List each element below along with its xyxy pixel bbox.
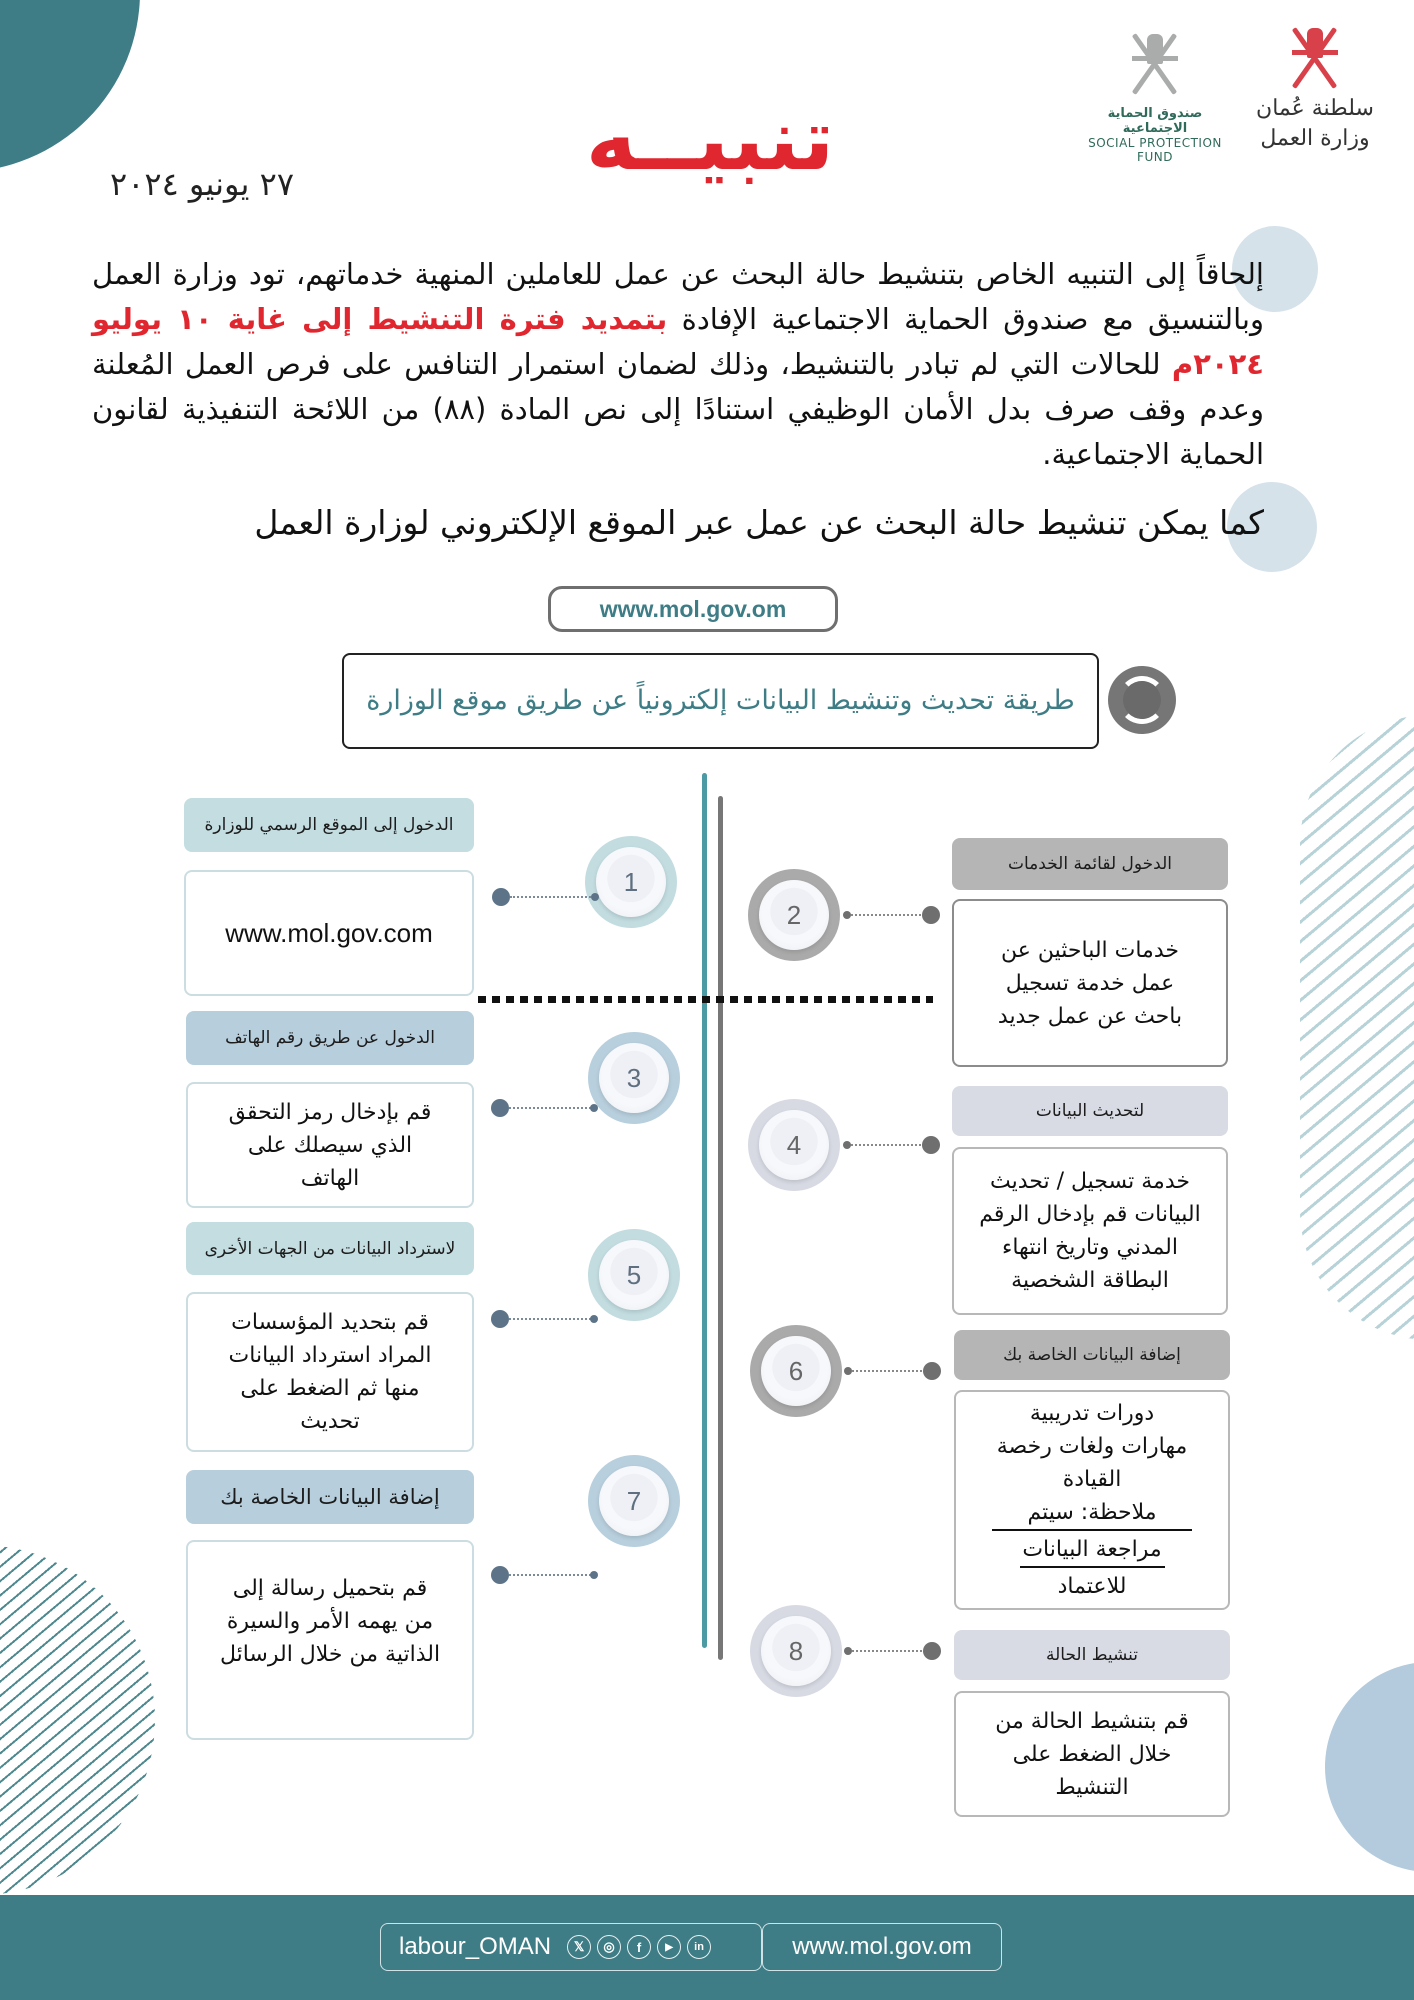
step-8-text-line: قم بتنشيط الحالة من bbox=[995, 1708, 1189, 1734]
decorative-blue-circle bbox=[1325, 1662, 1414, 1872]
timeline-line-gray bbox=[718, 796, 723, 1660]
step-1-card bbox=[184, 870, 474, 996]
step-4-text-line: البيانات قم بإدخال الرقم bbox=[979, 1202, 1201, 1227]
ministry-name-line1: سلطنة عُمان bbox=[1256, 96, 1374, 121]
step-3-text-line: الهاتف bbox=[300, 1165, 360, 1191]
connector-knob bbox=[843, 1141, 851, 1149]
step-2-text-line: باحث عن عمل جديد bbox=[997, 1003, 1183, 1029]
step-8-text-line: خلال الضغط على bbox=[1012, 1741, 1172, 1767]
connector-line bbox=[851, 914, 925, 916]
step-3-text-line: الذي سيصلك على bbox=[247, 1132, 413, 1158]
step-6-circle bbox=[750, 1325, 842, 1417]
connector-knob bbox=[923, 1362, 941, 1380]
dashed-divider bbox=[478, 996, 933, 1003]
step-6-text-line: مهارات ولغات رخصة bbox=[996, 1434, 1188, 1459]
oman-emblem-icon bbox=[1120, 28, 1190, 98]
social-handle-box bbox=[380, 1923, 762, 1971]
social-handle[interactable]: labour_OMAN bbox=[399, 1933, 552, 1960]
step-1-text: www.mol.gov.com bbox=[225, 917, 433, 948]
connector-line bbox=[851, 1144, 925, 1146]
step-3-label: الدخول عن طريق رقم الهاتف bbox=[186, 1011, 474, 1065]
step-8-number: 8 bbox=[761, 1616, 831, 1686]
online-activation-note: كما يمكن تنشيط حالة البحث عن عمل عبر الموقع الإلكتروني لوزارة العمل bbox=[254, 503, 1264, 542]
step-6-text-line: دورات تدريبية bbox=[1029, 1401, 1155, 1426]
step-2-text-line: خدمات الباحثين عن bbox=[1001, 937, 1179, 963]
connector-knob bbox=[591, 893, 599, 901]
social-protection-fund-logo bbox=[1075, 28, 1235, 164]
step-5-text-line: قم بتحديد المؤسسات bbox=[231, 1310, 429, 1335]
step-6-text-line: القيادة bbox=[1062, 1467, 1122, 1492]
extension-highlight: بتمديد فترة التنشيط إلى غاية ١٠ يوليو ٢٠٢٤م bbox=[92, 302, 1264, 381]
connector-line bbox=[509, 1318, 595, 1320]
step-6-note-line: للاعتماد bbox=[1020, 1566, 1165, 1603]
connector-knob bbox=[492, 888, 510, 906]
step-2-text-line: عمل خدمة تسجيل bbox=[1005, 970, 1175, 996]
linkedin-icon[interactable]: in bbox=[687, 1935, 711, 1959]
connector-knob bbox=[491, 1566, 509, 1584]
oman-emblem-icon bbox=[1280, 22, 1350, 92]
paragraph-text: للحالات التي لم تبادر بالتنشيط، وذلك لضمان استمرار التنافس على فرص العمل المُعلنة وعدم وقف صرف بدل الأمان الوظيفي استنادًا إلى نص المادة (٨٨) من اللائحة التنفيذية لقانون الحماية الاجتماعية. bbox=[92, 347, 1264, 471]
step-5-number: 5 bbox=[599, 1240, 669, 1310]
connector-knob bbox=[590, 1571, 598, 1579]
spf-name-ar: صندوق الحماية الاجتماعية bbox=[1107, 106, 1203, 136]
step-6-note-line: ملاحظة: سيتم bbox=[1027, 1500, 1157, 1525]
step-5-label: لاسترداد البيانات من الجهات الأخرى bbox=[186, 1222, 474, 1275]
step-1-circle bbox=[585, 836, 677, 928]
step-1-label: الدخول إلى الموقع الرسمي للوزارة bbox=[184, 798, 474, 852]
step-3-card bbox=[186, 1082, 474, 1208]
step-3-number: 3 bbox=[599, 1043, 669, 1113]
step-7-text-line: من يهمه الأمر والسيرة bbox=[226, 1609, 434, 1634]
step-7-text-line: قم بتحميل رسالة إلى bbox=[232, 1576, 428, 1601]
connector-knob bbox=[590, 1104, 598, 1112]
step-2-card bbox=[952, 899, 1228, 1067]
connector-knob bbox=[491, 1310, 509, 1328]
date: ٢٧ يونيو ٢٠٢٤ bbox=[110, 165, 294, 203]
paragraph-text: إلحاقاً إلى التنبيه الخاص بتنشيط حالة البحث عن عمل للعاملين المنهية خدماتهم، تود وزارة العمل وبالتنسيق مع صندوق الحماية الاجتماعية الإفادة bbox=[92, 257, 1265, 336]
method-title-box: طريقة تحديث وتنشيط البيانات إلكترونياً عن طريق موقع الوزارة bbox=[342, 653, 1099, 749]
step-2-circle bbox=[748, 869, 840, 961]
connector-line bbox=[510, 896, 594, 898]
step-6-note-line: مراجعة البيانات bbox=[992, 1529, 1192, 1566]
footer-website-link[interactable]: www.mol.gov.om bbox=[762, 1923, 1002, 1971]
step-4-text-line: البطاقة الشخصية bbox=[1011, 1268, 1169, 1293]
refresh-icon bbox=[1108, 666, 1176, 734]
decorative-hatch-right bbox=[1300, 715, 1414, 1340]
website-link[interactable]: www.mol.gov.om bbox=[548, 586, 838, 632]
step-6-card bbox=[954, 1390, 1230, 1610]
announcement-paragraph bbox=[92, 252, 1264, 477]
step-4-card bbox=[952, 1147, 1228, 1315]
step-8-text-line: التنشيط bbox=[1055, 1774, 1129, 1800]
timeline-line-teal bbox=[702, 773, 707, 1648]
step-2-number: 2 bbox=[759, 880, 829, 950]
connector-knob bbox=[844, 1647, 852, 1655]
spf-name-en: SOCIAL PROTECTION FUND bbox=[1088, 136, 1222, 164]
step-4-label: لتحديث البيانات bbox=[952, 1086, 1228, 1136]
step-1-number: 1 bbox=[596, 847, 666, 917]
step-5-text-line: منها ثم الضغط على bbox=[240, 1376, 420, 1401]
connector-knob bbox=[843, 911, 851, 919]
page-title: تنبيــه bbox=[585, 90, 835, 190]
connector-knob bbox=[590, 1315, 598, 1323]
step-8-card bbox=[954, 1691, 1230, 1817]
step-7-card bbox=[186, 1540, 474, 1740]
ministry-name-line2: وزارة العمل bbox=[1260, 126, 1370, 151]
decorative-teal-circle bbox=[0, 0, 140, 172]
step-4-text-line: المدني وتاريخ انتهاء bbox=[1002, 1235, 1178, 1260]
step-5-text-line: تحديث bbox=[300, 1409, 360, 1434]
step-8-circle bbox=[750, 1605, 842, 1697]
connector-line bbox=[509, 1107, 595, 1109]
step-7-number: 7 bbox=[599, 1466, 669, 1536]
step-6-label: إضافة البيانات الخاصة بك bbox=[954, 1330, 1230, 1380]
connector-knob bbox=[923, 1642, 941, 1660]
instagram-icon[interactable]: ◎ bbox=[597, 1935, 621, 1959]
ministry-of-labour-logo bbox=[1255, 22, 1375, 152]
step-8-label: تنشيط الحالة bbox=[954, 1630, 1230, 1680]
step-7-text-line: الذاتية من خلال الرسائل bbox=[219, 1642, 441, 1667]
connector-knob bbox=[844, 1367, 852, 1375]
step-4-number: 4 bbox=[759, 1110, 829, 1180]
step-5-circle bbox=[588, 1229, 680, 1321]
decorative-hatch-left bbox=[0, 1545, 155, 1895]
step-3-circle bbox=[588, 1032, 680, 1124]
connector-line bbox=[509, 1574, 595, 1576]
connector-knob bbox=[922, 1136, 940, 1154]
step-7-circle bbox=[588, 1455, 680, 1547]
step-7-label: إضافة البيانات الخاصة بك bbox=[186, 1470, 474, 1524]
connector-line bbox=[852, 1370, 926, 1372]
connector-knob bbox=[922, 906, 940, 924]
youtube-icon[interactable]: ▶ bbox=[657, 1935, 681, 1959]
step-5-card bbox=[186, 1292, 474, 1452]
step-6-number: 6 bbox=[761, 1336, 831, 1406]
step-3-text-line: قم بإدخال رمز التحقق bbox=[228, 1099, 432, 1125]
connector-knob bbox=[491, 1099, 509, 1117]
connector-line bbox=[852, 1650, 926, 1652]
step-4-text-line: خدمة تسجيل / تحديث bbox=[990, 1169, 1190, 1194]
x-icon[interactable]: 𝕏 bbox=[567, 1935, 591, 1959]
facebook-icon[interactable]: f bbox=[627, 1935, 651, 1959]
step-2-label: الدخول لقائمة الخدمات bbox=[952, 838, 1228, 890]
step-4-circle bbox=[748, 1099, 840, 1191]
step-5-text-line: المراد استرداد البيانات bbox=[228, 1343, 432, 1368]
